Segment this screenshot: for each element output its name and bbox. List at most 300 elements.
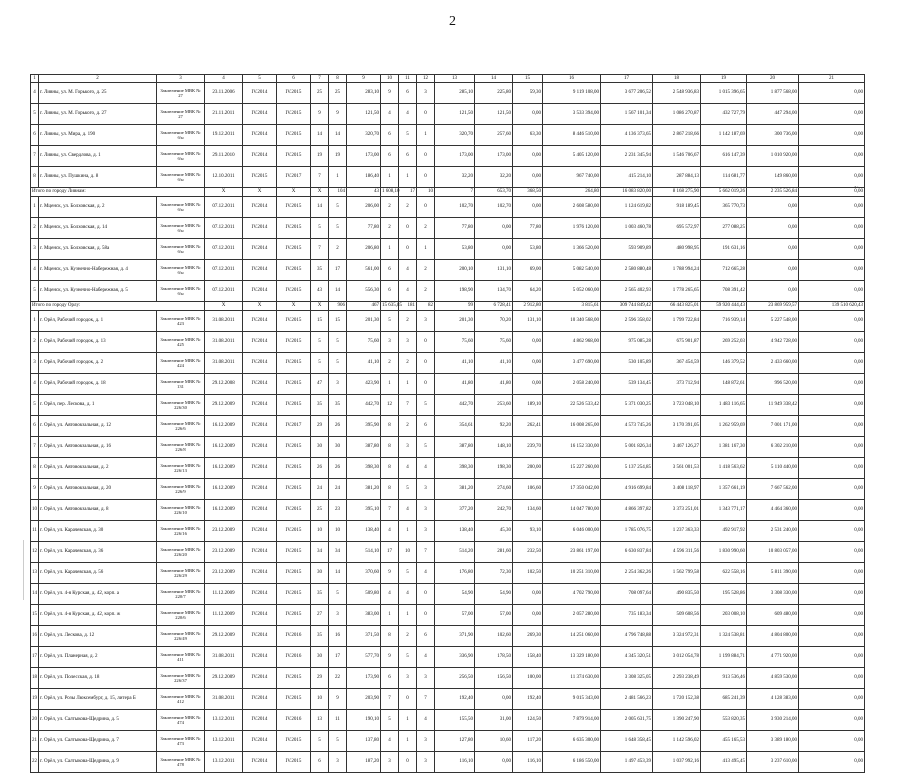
- subtotal-cell: 43: [347, 188, 381, 197]
- table-cell: 0,00: [513, 605, 543, 626]
- conclusion-cell: Заключение МВК № 220/6: [157, 605, 205, 626]
- address-cell: г. Орёл, ул. Салтыкова-Щедрина, д. 7: [39, 731, 157, 752]
- table-row: [31, 167, 865, 188]
- table-row: [31, 521, 865, 542]
- table-cell: 0,00: [799, 626, 865, 647]
- table-cell: 75,60: [475, 332, 513, 353]
- table-cell: 4: [381, 731, 399, 752]
- table-cell: 23: [329, 500, 347, 521]
- table-cell: IV.2015: [277, 281, 311, 302]
- table-cell: 2 565 402,93: [601, 281, 653, 302]
- table-cell: 6: [381, 260, 399, 281]
- table-cell: 5: [399, 647, 417, 668]
- table-cell: IV.2014: [243, 458, 277, 479]
- table-cell: 92,20: [475, 416, 513, 437]
- row-number-cell: 5: [31, 395, 39, 416]
- table-cell: 5 811 390,00: [747, 563, 799, 584]
- table-cell: 12: [381, 395, 399, 416]
- table-cell: 0: [417, 197, 435, 218]
- address-cell: г. Орёл, ул. Лескова, д. 12: [39, 626, 157, 647]
- table-cell: 3: [329, 374, 347, 395]
- table-cell: 2: [381, 218, 399, 239]
- table-cell: 415 214,10: [601, 167, 653, 188]
- address-cell: г. Орёл, Рабочий городок, д. 1: [39, 311, 157, 332]
- subtotal-cell: X: [277, 188, 311, 197]
- row-number-cell: 12: [31, 542, 39, 563]
- table-cell: 11 949 338,42: [747, 395, 799, 416]
- table-cell: IV.2015: [277, 479, 311, 500]
- table-cell: 3: [417, 521, 435, 542]
- table-cell: 1: [399, 167, 417, 188]
- table-cell: 14 047 780,00: [543, 500, 601, 521]
- table-cell: 198,90: [435, 281, 475, 302]
- table-cell: 5: [311, 218, 329, 239]
- table-cell: 29: [311, 416, 329, 437]
- column-number-cell: 5: [243, 75, 277, 83]
- table-cell: 31.08.2011: [205, 647, 243, 668]
- table-cell: IV.2014: [243, 626, 277, 647]
- table-cell: 8: [381, 437, 399, 458]
- column-number-cell: 7: [311, 75, 329, 83]
- table-cell: 13.12.2011: [205, 710, 243, 731]
- table-cell: 480 998,95: [653, 239, 701, 260]
- row-number-cell: 8: [31, 458, 39, 479]
- table-cell: 3: [399, 668, 417, 689]
- table-row: [31, 563, 865, 584]
- table-cell: 11.12.2009: [205, 584, 243, 605]
- table-cell: 137,80: [347, 731, 381, 752]
- table-cell: 0,00: [747, 239, 799, 260]
- table-cell: 1: [417, 125, 435, 146]
- table-cell: 187,20: [347, 752, 381, 773]
- table-cell: 23.11.2006: [205, 83, 243, 104]
- table-cell: 432 727,79: [701, 104, 747, 125]
- table-cell: 57,00: [435, 605, 475, 626]
- table-cell: 609 480,00: [747, 605, 799, 626]
- address-cell: г. Ливны, ул. М. Горького, д. 27: [39, 104, 157, 125]
- table-row: [31, 239, 865, 260]
- table-cell: 173,00: [347, 146, 381, 167]
- row-number-cell: 16: [31, 626, 39, 647]
- table-cell: 7 667 562,00: [747, 479, 799, 500]
- address-cell: г. Мценск, ул. Болховская, д. 14: [39, 218, 157, 239]
- row-number-cell: 6: [31, 125, 39, 146]
- table-row: [31, 197, 865, 218]
- table-cell: 29.12.2009: [205, 626, 243, 647]
- table-row: [31, 125, 865, 146]
- table-cell: 100,00: [513, 668, 543, 689]
- table-cell: 34: [311, 542, 329, 563]
- table-cell: 1 483 116,65: [701, 395, 747, 416]
- table-cell: 0,00: [747, 197, 799, 218]
- table-cell: 8 446 510,00: [543, 125, 601, 146]
- conclusion-cell: Заключение МВК № 220/7: [157, 584, 205, 605]
- table-cell: 77,80: [347, 218, 381, 239]
- table-cell: 07.12.2011: [205, 218, 243, 239]
- table-cell: 31.08.2011: [205, 332, 243, 353]
- table-cell: 4 804 800,00: [747, 626, 799, 647]
- table-cell: 155,50: [435, 710, 475, 731]
- table-cell: 262,41: [513, 416, 543, 437]
- row-number-cell: 10: [31, 500, 39, 521]
- table-cell: 121,50: [475, 104, 513, 125]
- scan-edge-line: [23, 540, 24, 600]
- table-cell: 0: [417, 104, 435, 125]
- table-cell: 1 010 920,00: [747, 146, 799, 167]
- table-cell: 173,90: [347, 668, 381, 689]
- table-cell: 1 567 101,34: [601, 104, 653, 125]
- table-cell: 1 343 771,17: [701, 500, 747, 521]
- table-cell: IV.2016: [277, 626, 311, 647]
- table-cell: 6: [399, 146, 417, 167]
- table-cell: IV.2014: [243, 437, 277, 458]
- conclusion-cell: Заключение МВК № 478: [157, 752, 205, 773]
- table-cell: 1 037 992,16: [653, 752, 701, 773]
- table-cell: 1 877 568,00: [747, 83, 799, 104]
- conclusion-cell: Заключение МВК № б/н: [157, 167, 205, 188]
- table-cell: 0: [417, 584, 435, 605]
- table-cell: 5 227 548,00: [747, 311, 799, 332]
- table-cell: 0,00: [799, 260, 865, 281]
- table-cell: IV.2015: [277, 731, 311, 752]
- table-cell: 14: [311, 197, 329, 218]
- table-cell: 5: [399, 125, 417, 146]
- table-cell: 2 580 880,48: [601, 260, 653, 281]
- row-number-cell: 1: [31, 311, 39, 332]
- table-cell: 3 930 214,00: [747, 710, 799, 731]
- table-cell: 17: [329, 647, 347, 668]
- table-cell: 5: [311, 332, 329, 353]
- address-cell: г. Ливны, ул. Мира, д. 190: [39, 125, 157, 146]
- subtotal-cell: 6 728,41: [475, 302, 513, 311]
- table-cell: 370,60: [347, 563, 381, 584]
- table-cell: 53,80: [513, 239, 543, 260]
- table-cell: 1 366 520,00: [543, 239, 601, 260]
- table-cell: 3: [381, 752, 399, 773]
- table-cell: 1: [329, 167, 347, 188]
- table-cell: IV.2014: [243, 104, 277, 125]
- table-cell: 6 046 000,00: [543, 521, 601, 542]
- table-cell: IV.2014: [243, 563, 277, 584]
- table-cell: 1 497 453,39: [601, 752, 653, 773]
- table-cell: 0,00: [799, 584, 865, 605]
- table-cell: 1: [399, 710, 417, 731]
- table-cell: IV.2014: [243, 605, 277, 626]
- table-cell: 253,60: [475, 395, 513, 416]
- address-cell: г. Мценск, ул. Болховская, д. 2: [39, 197, 157, 218]
- conclusion-cell: Заключение МВК № 226/6: [157, 416, 205, 437]
- row-number-cell: 20: [31, 710, 39, 731]
- table-cell: 708 391,42: [701, 281, 747, 302]
- subtotal-cell: 15 635,85: [381, 302, 399, 311]
- conclusion-cell: Заключение МВК № 226/20: [157, 542, 205, 563]
- table-cell: 35: [329, 395, 347, 416]
- table-cell: 277 088,25: [701, 218, 747, 239]
- table-cell: 24: [311, 479, 329, 500]
- conclusion-cell: Заключение МВК № б/н: [157, 260, 205, 281]
- table-cell: 0: [417, 353, 435, 374]
- table-cell: 274,60: [475, 479, 513, 500]
- table-cell: 0,00: [747, 218, 799, 239]
- table-cell: 0,00: [799, 281, 865, 302]
- table-cell: 4 771 920,00: [747, 647, 799, 668]
- table-cell: 41,10: [435, 353, 475, 374]
- table-cell: 0,00: [799, 395, 865, 416]
- table-cell: IV.2017: [277, 167, 311, 188]
- subtotal-cell: 467: [347, 302, 381, 311]
- table-cell: 203,90: [347, 689, 381, 710]
- table-cell: 138,40: [435, 521, 475, 542]
- table-cell: 0,00: [799, 563, 865, 584]
- table-cell: 0,00: [513, 167, 543, 188]
- table-cell: 5 082 540,00: [543, 260, 601, 281]
- table-cell: 5 052 060,00: [543, 281, 601, 302]
- column-number-cell: 20: [747, 75, 799, 83]
- table-cell: 17: [381, 542, 399, 563]
- table-cell: 124,50: [513, 710, 543, 731]
- table-cell: 29.12.2009: [205, 668, 243, 689]
- table-cell: 25: [329, 83, 347, 104]
- table-row: [31, 395, 865, 416]
- table-cell: 257,60: [475, 125, 513, 146]
- table-cell: 16.12.2009: [205, 458, 243, 479]
- table-cell: 455 165,53: [701, 731, 747, 752]
- row-number-cell: 5: [31, 281, 39, 302]
- table-cell: 0,00: [799, 83, 865, 104]
- table-cell: IV.2014: [243, 374, 277, 395]
- table-cell: 16.12.2009: [205, 479, 243, 500]
- table-cell: 16.12.2009: [205, 416, 243, 437]
- table-cell: 509 608,56: [653, 605, 701, 626]
- table-cell: 4 866 397,82: [601, 500, 653, 521]
- subtotal-cell: 1 608,10: [381, 188, 399, 197]
- table-cell: 1: [381, 239, 399, 260]
- table-cell: 21.11.2011: [205, 104, 243, 125]
- conclusion-cell: Заключение МВК № б/н: [157, 125, 205, 146]
- table-cell: 0: [417, 605, 435, 626]
- table-cell: 5: [329, 353, 347, 374]
- table-cell: 2 005 631,75: [601, 710, 653, 731]
- table-cell: 5 001 826,34: [601, 437, 653, 458]
- table-cell: 285,10: [435, 83, 475, 104]
- table-cell: 17: [329, 260, 347, 281]
- row-number-cell: 5: [31, 104, 39, 125]
- table-cell: 8: [381, 416, 399, 437]
- table-cell: 16 152 330,00: [543, 437, 601, 458]
- table-cell: 15: [311, 311, 329, 332]
- table-cell: 10: [399, 542, 417, 563]
- table-cell: IV.2015: [277, 311, 311, 332]
- table-cell: 14: [329, 125, 347, 146]
- row-number-cell: 2: [31, 332, 39, 353]
- table-cell: 2: [399, 311, 417, 332]
- table-cell: 509,80: [347, 584, 381, 605]
- table-cell: 3: [417, 311, 435, 332]
- subtotal-cell: X: [311, 302, 329, 311]
- table-cell: 287 884,13: [653, 167, 701, 188]
- table-cell: IV.2015: [277, 374, 311, 395]
- conclusion-cell: Заключение МВК № 226/10: [157, 500, 205, 521]
- subtotal-label: Итого по городу Орлу:: [31, 302, 205, 311]
- table-cell: 198,30: [475, 458, 513, 479]
- subtotal-cell: 906: [329, 302, 347, 311]
- table-cell: 7: [417, 689, 435, 710]
- table-cell: 377,20: [435, 500, 475, 521]
- subtotal-cell: 368,50: [513, 188, 543, 197]
- table-cell: 6: [417, 626, 435, 647]
- subtotal-label: Итого по городу Ливнам:: [31, 188, 205, 197]
- table-cell: 10 251 310,00: [543, 563, 601, 584]
- table-cell: 371,50: [347, 626, 381, 647]
- table-cell: 201,30: [435, 311, 475, 332]
- table-cell: 8: [381, 626, 399, 647]
- table-cell: 4 942 728,00: [747, 332, 799, 353]
- table-cell: 69,00: [513, 260, 543, 281]
- table-row: [31, 752, 865, 773]
- table-cell: 102,50: [513, 563, 543, 584]
- table-cell: 26: [311, 458, 329, 479]
- table-cell: 0,00: [513, 197, 543, 218]
- table-cell: 4: [381, 521, 399, 542]
- table-cell: 530 105,89: [601, 353, 653, 374]
- table-cell: 514,20: [435, 542, 475, 563]
- table-cell: 1 648 358,45: [601, 731, 653, 752]
- table-cell: 29: [311, 668, 329, 689]
- table-cell: 1 003 460,78: [601, 218, 653, 239]
- table-cell: 0,00: [799, 542, 865, 563]
- table-cell: 383,00: [347, 605, 381, 626]
- table-cell: 131,10: [475, 260, 513, 281]
- conclusion-cell: Заключение МВК № 425: [157, 332, 205, 353]
- table-cell: 2: [381, 197, 399, 218]
- table-cell: 3 723 048,10: [653, 395, 701, 416]
- subtotal-cell: 23 869 959,57: [747, 302, 799, 311]
- table-cell: 1 562 799,58: [653, 563, 701, 584]
- table-cell: IV.2014: [243, 479, 277, 500]
- table-cell: 0,00: [475, 218, 513, 239]
- table-cell: 134,60: [513, 500, 543, 521]
- row-number-cell: 8: [31, 167, 39, 188]
- subtotal-cell: 264,80: [543, 188, 601, 197]
- table-cell: 5: [417, 437, 435, 458]
- row-number-cell: 17: [31, 647, 39, 668]
- table-cell: 0,00: [799, 731, 865, 752]
- table-cell: 577,70: [347, 647, 381, 668]
- subtotal-cell: 2 912,80: [513, 302, 543, 311]
- table-cell: 3: [329, 605, 347, 626]
- row-number-cell: 18: [31, 668, 39, 689]
- subtotal-cell: 104: [329, 188, 347, 197]
- conclusion-cell: Заключение МВК № 27: [157, 104, 205, 125]
- table-cell: 281,60: [475, 542, 513, 563]
- table-cell: 0,00: [799, 521, 865, 542]
- table-cell: 5: [381, 311, 399, 332]
- table-cell: 4 464 360,00: [747, 500, 799, 521]
- table-cell: 11 374 630,00: [543, 668, 601, 689]
- table-cell: 967 740,00: [543, 167, 601, 188]
- table-cell: 16.12.2009: [205, 437, 243, 458]
- address-cell: г. Орёл, Рабочий городок, д. 18: [39, 374, 157, 395]
- table-cell: 1 778 265,65: [653, 281, 701, 302]
- table-row: [31, 731, 865, 752]
- table-cell: 3: [399, 437, 417, 458]
- table-cell: 9: [329, 689, 347, 710]
- table-cell: 5: [399, 479, 417, 500]
- table-cell: 1 799 722,84: [653, 311, 701, 332]
- table-row: [31, 353, 865, 374]
- table-cell: 6 635 300,00: [543, 731, 601, 752]
- address-cell: г. Орёл, ул. Салтыкова-Щедрина, д. 9: [39, 752, 157, 773]
- column-number-cell: 4: [205, 75, 243, 83]
- table-cell: 3: [381, 332, 399, 353]
- table-cell: 0,00: [747, 260, 799, 281]
- table-cell: 10,60: [475, 731, 513, 752]
- table-cell: 10: [311, 521, 329, 542]
- table-cell: 2: [381, 353, 399, 374]
- table-cell: 191 631,16: [701, 239, 747, 260]
- table-cell: 35: [311, 626, 329, 647]
- table-cell: 13 329 180,00: [543, 647, 601, 668]
- address-cell: г. Орёл, ул. Автовокзальная, д. 20: [39, 479, 157, 500]
- table-cell: 17 350 042,00: [543, 479, 601, 500]
- table-cell: 0,00: [799, 218, 865, 239]
- table-cell: 2: [417, 281, 435, 302]
- table-cell: 3 389 180,00: [747, 731, 799, 752]
- table-cell: IV.2014: [243, 125, 277, 146]
- table-cell: 25: [311, 500, 329, 521]
- column-number-cell: 16: [543, 75, 601, 83]
- table-cell: 117,20: [513, 731, 543, 752]
- address-cell: г. Орёл, ул. Карачевская, д. 30: [39, 521, 157, 542]
- conclusion-cell: Заключение МВК № 226/16: [157, 521, 205, 542]
- column-number-cell: 11: [399, 75, 417, 83]
- column-number-cell: 17: [601, 75, 653, 83]
- subtotal-cell: X: [205, 302, 243, 311]
- table-cell: 423,90: [347, 374, 381, 395]
- table-cell: IV.2015: [277, 437, 311, 458]
- table-cell: 4: [399, 104, 417, 125]
- table-cell: IV.2015: [277, 668, 311, 689]
- row-number-cell: 21: [31, 731, 39, 752]
- table-cell: 354,61: [435, 416, 475, 437]
- table-cell: 186,40: [347, 167, 381, 188]
- table-cell: IV.2015: [277, 83, 311, 104]
- table-cell: IV.2015: [243, 167, 277, 188]
- table-cell: IV.2014: [243, 668, 277, 689]
- table-cell: 16.12.2009: [205, 500, 243, 521]
- address-cell: г. Орёл, Рабочий городок, д. 13: [39, 332, 157, 353]
- table-cell: 300 736,00: [747, 125, 799, 146]
- table-cell: 7: [311, 239, 329, 260]
- table-row: [31, 689, 865, 710]
- table-cell: 239,70: [513, 437, 543, 458]
- conclusion-cell: Заключение МВК № 412: [157, 689, 205, 710]
- table-cell: 0: [417, 146, 435, 167]
- table-cell: 4: [399, 500, 417, 521]
- subtotal-cell: 59 920 444,43: [701, 302, 747, 311]
- table-cell: 5 405 120,00: [543, 146, 601, 167]
- table-cell: 0,00: [799, 668, 865, 689]
- address-cell: г. Орёл, ул. Планерная, д. 2: [39, 647, 157, 668]
- table-cell: 1: [399, 374, 417, 395]
- table-cell: 7: [417, 542, 435, 563]
- conclusion-cell: Заключение МВК № 424: [157, 353, 205, 374]
- table-cell: 1 357 661,19: [701, 479, 747, 500]
- table-cell: 127,80: [435, 731, 475, 752]
- table-cell: 29.12.2008: [205, 374, 243, 395]
- table-cell: 0,00: [513, 584, 543, 605]
- table-cell: 1 381 167,30: [701, 437, 747, 458]
